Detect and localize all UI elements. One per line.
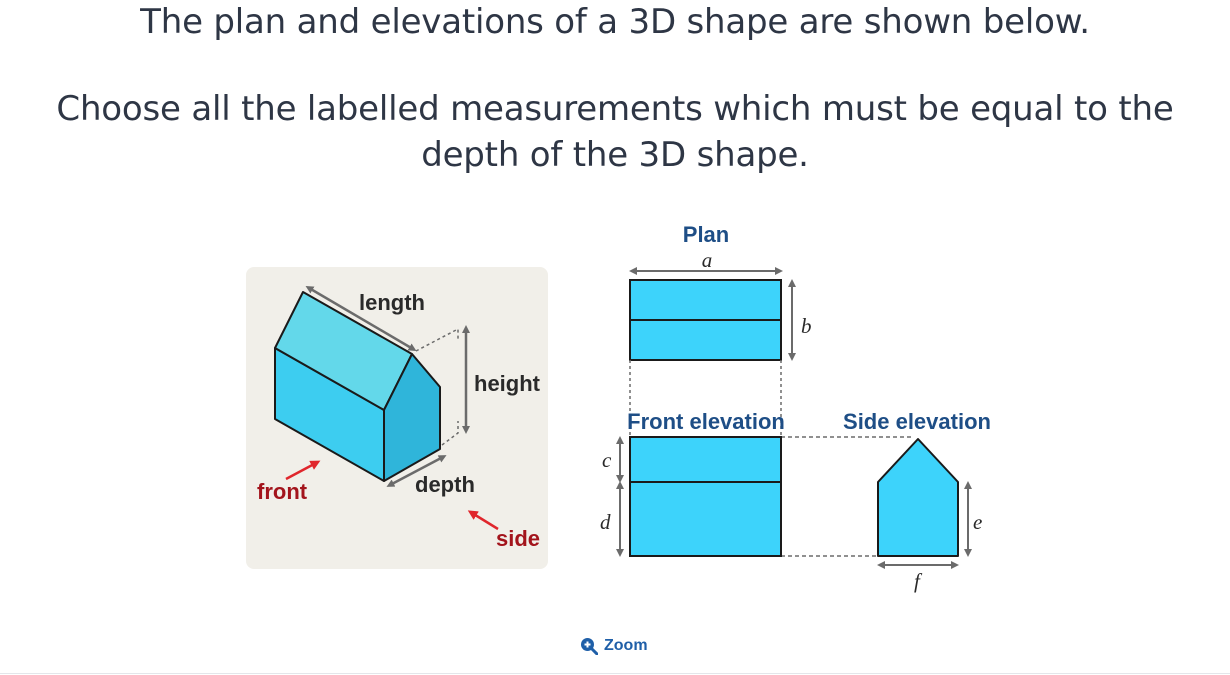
figure-3d-shape bbox=[246, 267, 548, 569]
front-elevation-rect bbox=[630, 437, 781, 556]
plan-and-elevations bbox=[560, 215, 1020, 605]
question-line-2: Choose all the labelled measurements which must be equal to the depth of the 3D shape. bbox=[56, 89, 1174, 175]
zoom-label: Zoom bbox=[604, 637, 648, 654]
zoom-button[interactable] bbox=[580, 634, 648, 658]
front-elevation-title: Front elevation bbox=[627, 409, 785, 434]
side-label: side bbox=[496, 526, 541, 551]
plan-title: Plan bbox=[682, 222, 730, 247]
question-line-1: The plan and elevations of a 3D shape are shown below. bbox=[140, 2, 1090, 42]
label-f: f bbox=[914, 569, 920, 593]
label-d: d bbox=[600, 510, 611, 534]
label-c: c bbox=[602, 448, 612, 472]
figure-3d-svg bbox=[246, 267, 548, 569]
side-arrow bbox=[472, 513, 498, 529]
height-extension-bottom bbox=[442, 421, 458, 445]
side-elevation-title: Side elevation bbox=[843, 409, 991, 434]
label-b: b bbox=[801, 314, 812, 338]
views-svg bbox=[560, 215, 1020, 605]
bottom-divider bbox=[0, 673, 1230, 674]
height-extension-top bbox=[416, 329, 458, 351]
label-e: e bbox=[973, 510, 983, 534]
label-a: a bbox=[701, 248, 713, 272]
length-label: length bbox=[359, 290, 425, 315]
front-arrow bbox=[286, 463, 316, 479]
side-elevation-pentagon bbox=[878, 439, 958, 556]
front-label: front bbox=[257, 479, 308, 504]
height-label: height bbox=[474, 371, 540, 396]
depth-label: depth bbox=[415, 472, 475, 497]
zoom-in-icon bbox=[580, 637, 598, 655]
